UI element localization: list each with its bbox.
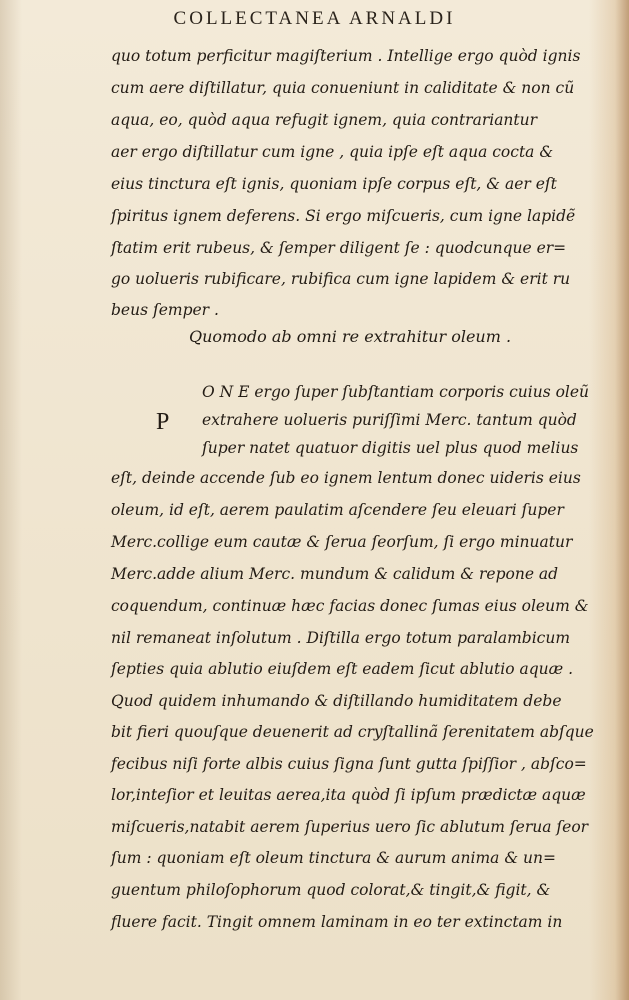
text-line: extrahere uolueris puriſſimi Merc. tantum quòd bbox=[202, 411, 577, 429]
text-line: guentum philoſophorum quod colorat,& tingit,& figit, & bbox=[111, 881, 551, 899]
text-line: go uolueris rubificare, rubifica cum igne lapidem & erit ru bbox=[111, 270, 571, 288]
text-line: ſum : quoniam eſt oleum tinctura & aurum anima & un= bbox=[111, 849, 556, 867]
text-line: cum aere diſtillatur, quia conueniunt in caliditate & non cũ bbox=[111, 79, 575, 97]
text-line: coquendum, continuæ hæc facias donec ſumas eius oleum & bbox=[111, 597, 589, 615]
text-line: ſtatim erit rubeus, & ſemper diligent ſe : quodcunque er= bbox=[111, 239, 567, 257]
text-line: quo totum perficitur magiſterium . Intellige ergo quòd ignis bbox=[111, 47, 581, 65]
drop-cap: P bbox=[156, 409, 170, 435]
text-line: eius tinctura eſt ignis, quoniam ipſe corpus eſt, & aer eſt bbox=[111, 175, 557, 193]
text-line: aqua, eo, quòd aqua refugit ignem, quia contrariantur bbox=[111, 111, 538, 129]
text-line: aer ergo diſtillatur cum igne , quia ipſe eſt aqua cocta & bbox=[111, 143, 554, 161]
text-line: lor,inteſior et leuitas aerea,ita quòd ſi ipſum prædictæ aquæ bbox=[111, 786, 586, 804]
text-line: miſcueris,natabit aerem ſuperius uero ſic ablutum ſerua ſeor bbox=[111, 818, 589, 836]
text-line: O N E ergo ſuper ſubſtantiam corporis cuius oleũ bbox=[202, 383, 590, 401]
running-head: COLLECTANEA ARNALDI bbox=[173, 8, 456, 29]
text-line: nil remaneat inſolutum . Diſtilla ergo totum paralambicum bbox=[111, 629, 571, 647]
text-line: fluere facit. Tingit omnem laminam in eo ter extinctam in bbox=[111, 913, 563, 931]
text-line: ſepties quia ablutio eiuſdem eſt eadem ſicut ablutio aquæ . bbox=[111, 660, 574, 678]
text-line: oleum, id eſt, aerem paulatim aſcendere ſeu eleuari ſuper bbox=[111, 501, 564, 519]
text-line: ſuper natet quatuor digitis uel plus quod melius bbox=[202, 439, 579, 457]
text-line: ſpiritus ignem deferens. Si ergo miſcueris, cum igne lapidẽ bbox=[111, 207, 576, 225]
text-line: bit fieri quouſque deuenerit ad cryſtallinã ſerenitatem abſque bbox=[111, 723, 594, 741]
text-line: fecibus niſi forte albis cuius ſigna ſunt gutta ſpiſſior , abſco= bbox=[111, 755, 587, 773]
text-line: eſt, deinde accende ſub eo ignem lentum donec uideris eius bbox=[111, 469, 581, 487]
text-line: Merc.adde alium Merc. mundum & calidum & repone ad bbox=[111, 565, 559, 583]
section-heading: Quomodo ab omni re extrahitur oleum . bbox=[189, 327, 512, 346]
text-line: Merc.collige eum cautæ & ſerua ſeorſum, ſi ergo minuatur bbox=[111, 533, 573, 551]
text-line: Quod quidem inhumando & diſtillando humiditatem debe bbox=[111, 692, 562, 710]
text-line: beus ſemper . bbox=[111, 301, 219, 319]
